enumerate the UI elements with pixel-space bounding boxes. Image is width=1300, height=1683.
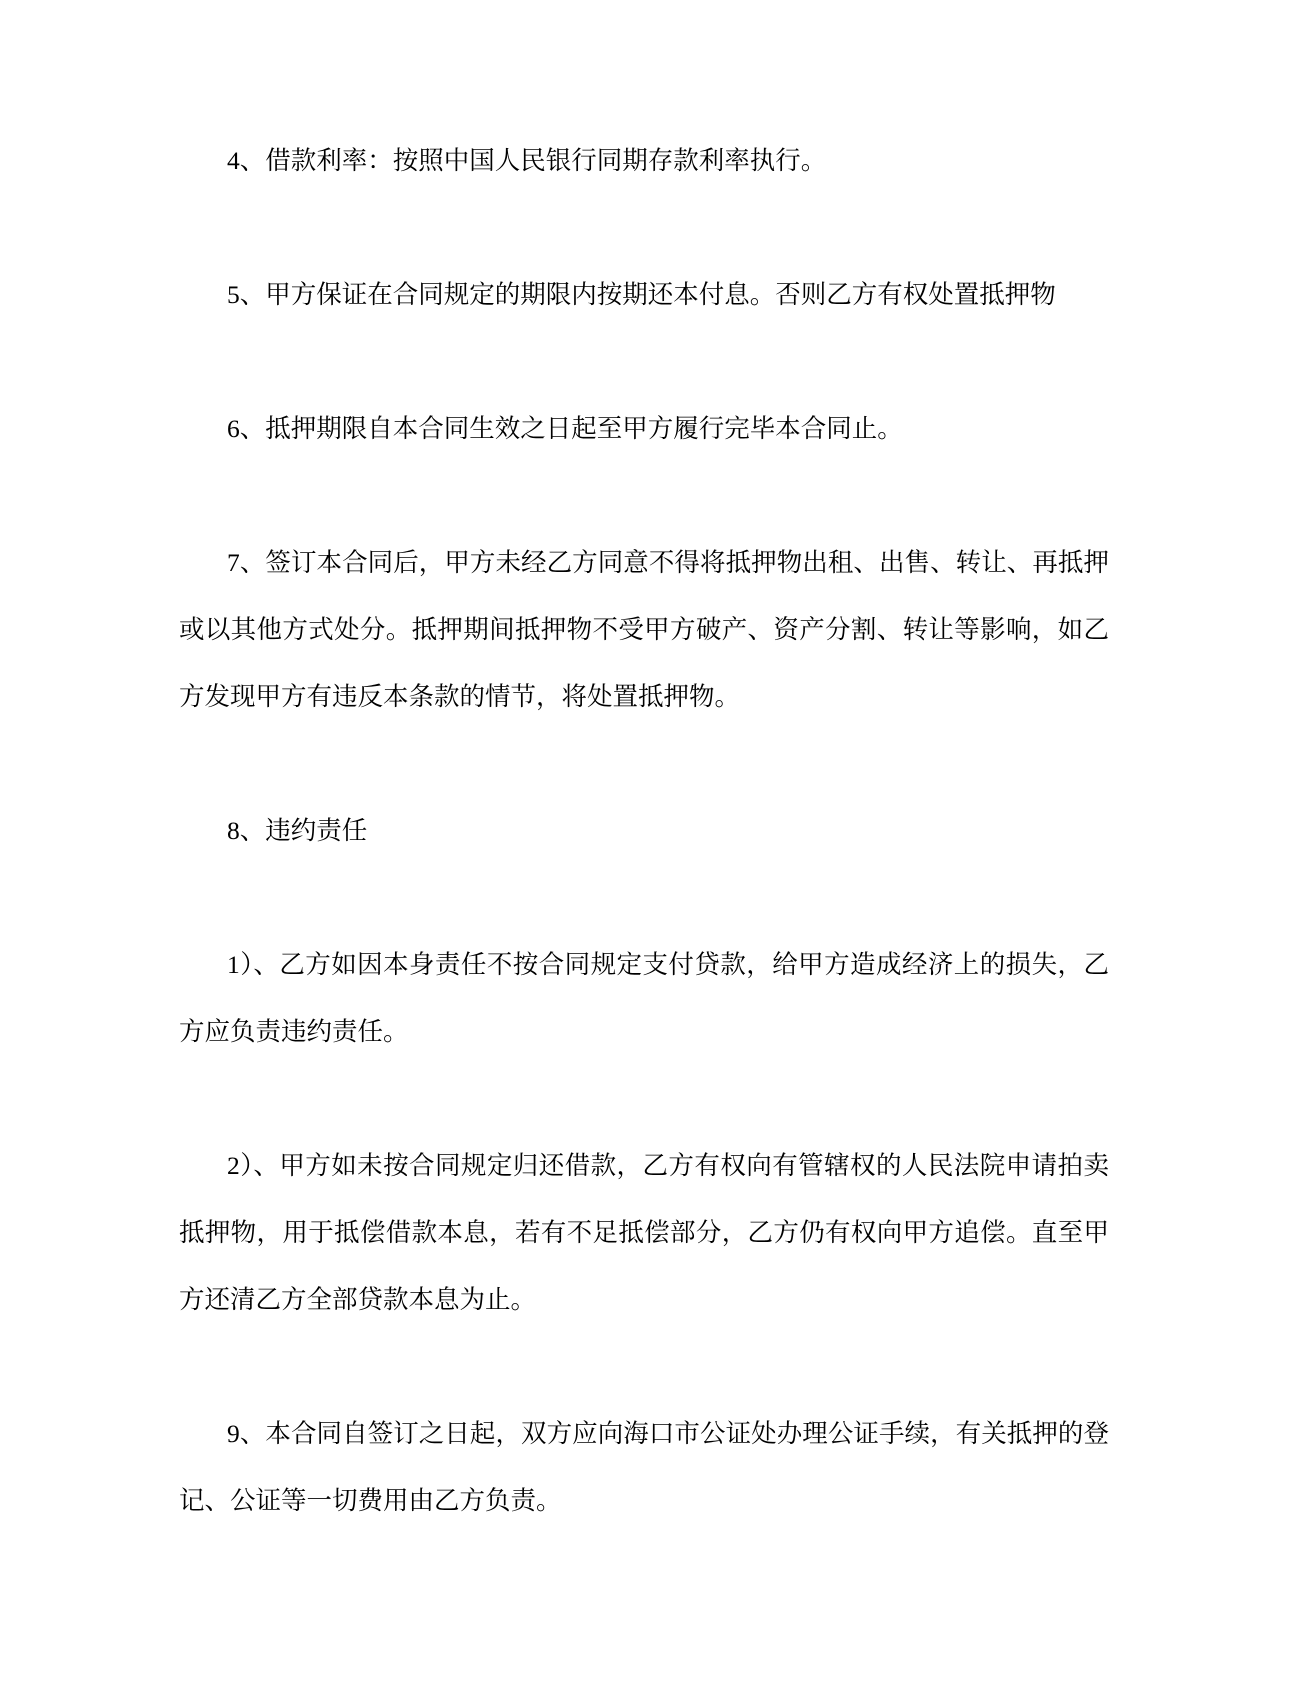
contract-paragraph: 8、违约责任 xyxy=(227,816,368,845)
contract-paragraph: 2）、甲方如未按合同规定归还借款，乙方有权向有管辖权的人民法院申请拍卖抵押物，用于抵偿借款本息，若有不足抵偿部分，乙方仍有权向甲方追偿。直至甲方还清乙方全部贷款本息为止。 xyxy=(179,1151,1109,1314)
contract-paragraph: 4、借款利率：按照中国人民银行同期存款利率执行。 xyxy=(227,146,827,175)
contract-paragraph: 7、签订本合同后，甲方未经乙方同意不得将抵押物出租、出售、转让、再抵押或以其他方式处分。抵押期间抵押物不受甲方破产、资产分割、转让等影响，如乙方发现甲方有违反本条款的情节，将处置抵押物。 xyxy=(179,548,1109,711)
contract-paragraph: 1）、乙方如因本身责任不按合同规定支付贷款，给甲方造成经济上的损失，乙方应负责违约责任。 xyxy=(179,950,1109,1046)
contract-paragraph: 9、本合同自签订之日起，双方应向海口市公证处办理公证手续，有关抵押的登记、公证等一切费用由乙方负责。 xyxy=(179,1419,1109,1515)
contract-paragraph: 6、抵押期限自本合同生效之日起至甲方履行完毕本合同止。 xyxy=(227,414,903,443)
document-content xyxy=(179,127,1109,1601)
contract-paragraph: 5、甲方保证在合同规定的期限内按期还本付息。否则乙方有权处置抵押物 xyxy=(227,280,1056,309)
